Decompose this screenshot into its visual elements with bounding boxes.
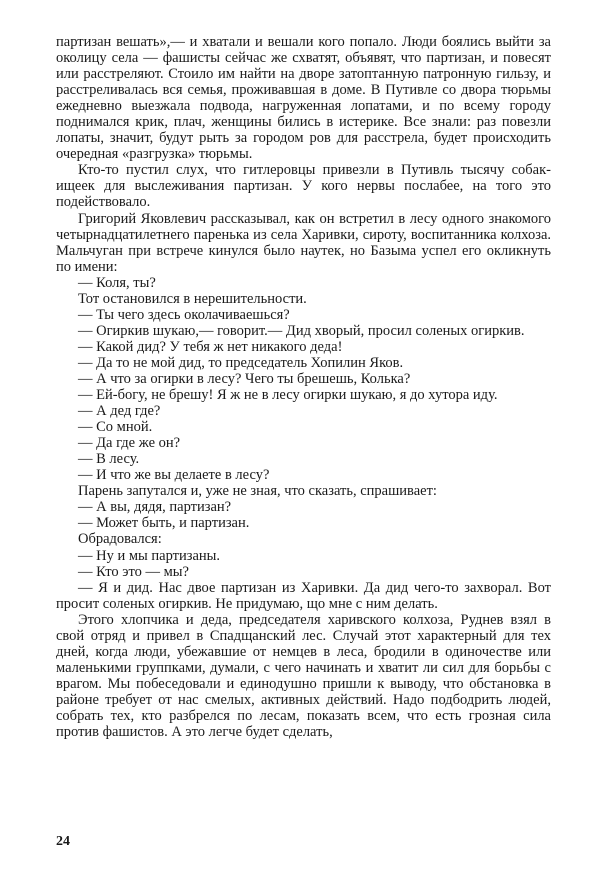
dialogue-line: — А что за огирки в лесу? Чего ты брешешь, Колька? — [78, 370, 411, 387]
dialogue-line: — Да то не мой дид, то председатель Хопилин Яков. — [78, 354, 404, 371]
paragraph: Парень запутался и, уже не зная, что сказать, спрашивает: — [78, 483, 437, 500]
paragraph: Тот остановился в нерешительности. — [78, 290, 307, 307]
paragraph: Обрадовался: — [78, 531, 162, 548]
dialogue-line: — Ты чего здесь околачиваешься? — [78, 306, 290, 323]
dialogue-line: — А вы, дядя, партизан? — [78, 499, 232, 516]
dialogue-line: — А дед где? — [78, 403, 161, 420]
page-number: 24 — [56, 834, 70, 849]
dialogue-line: — Со мной. — [78, 419, 153, 436]
dialogue-line: — Кто это — мы? — [78, 563, 189, 580]
dialogue-line: — Да где же он? — [78, 435, 181, 452]
paragraph: Григорий Яковлевич рассказывал, как он встретил в лесу одного знакомого четырнадцатилетнего паренька из села Харивки, сироту, воспитанника колхоза. Мальчуган при встрече кинулся было наутек, но Базыма успел его окликнуть по имени: — [56, 210, 551, 275]
dialogue-line: — Коля, ты? — [78, 274, 156, 291]
dialogue-line: — Какой дид? У тебя ж нет никакого деда! — [78, 338, 343, 355]
dialogue-line: — Ей-богу, не брешу! Я ж не в лесу огирки шукаю, я до хутора иду. — [78, 387, 498, 404]
page-text — [56, 34, 551, 740]
paragraph: Этого хлопчика и деда, председателя харивского колхоза, Руднев взял в свой отряд и привел в Спадщанский лес. Случай этот характерный для тех дней, когда люди, убежавшие от немцев в леса, бродили в одиночестве или маленькими группками, думали, с чего начинать и хватит ли сил для борьбы с врагом. Мы побеседовали и единодушно пришли к выводу, что обстановка в районе требует от нас смелых, активных действий. Надо подбодрить людей, собрать тех, кто разбрелся по лесам, показать всем, что есть грозная сила против фашистов. А это легче будет сделать, — [56, 611, 551, 741]
dialogue-line: — И что же вы делаете в лесу? — [78, 467, 270, 484]
dialogue-line: — Может быть, и партизан. — [78, 515, 250, 532]
paragraph: партизан вешать»,— и хватали и вешали кого попало. Люди боялись выйти за околицу села — фашисты сейчас же схватят, объявят, что партизан, и повесят или расстреляют. Стоило им найти на дворе затоптанную патронную гильзу, и расстреливалась вся семья, проживавшая в доме. В Путивле со двора тюрьмы ежедневно выезжала подвода, нагруженная лопатами, и по всему городу поднимался крик, плач, женщины бились в истерике. Все знали: раз повезли лопаты, значит, будут рыть за городом ров для расстрела, будет происходить очередная «разгрузка» тюрьмы. — [56, 34, 551, 163]
dialogue-line: — Я и дид. Нас двое партизан из Харивки. Да дид чего-то захворал. Вот просит соленых огиркив. Не придумаю, що мне с ним делать. — [56, 579, 551, 612]
dialogue-line: — В лесу. — [78, 451, 140, 468]
dialogue-line: — Огиркив шукаю,— говорит.— Дид хворый, просил соленых огиркив. — [78, 322, 525, 339]
dialogue-line: — Ну и мы партизаны. — [78, 547, 221, 564]
paragraph: Кто-то пустил слух, что гитлеровцы привезли в Путивль тысячу собак-ищеек для выслеживания партизан. У кого нервы послабее, на того это подействовало. — [56, 162, 551, 211]
